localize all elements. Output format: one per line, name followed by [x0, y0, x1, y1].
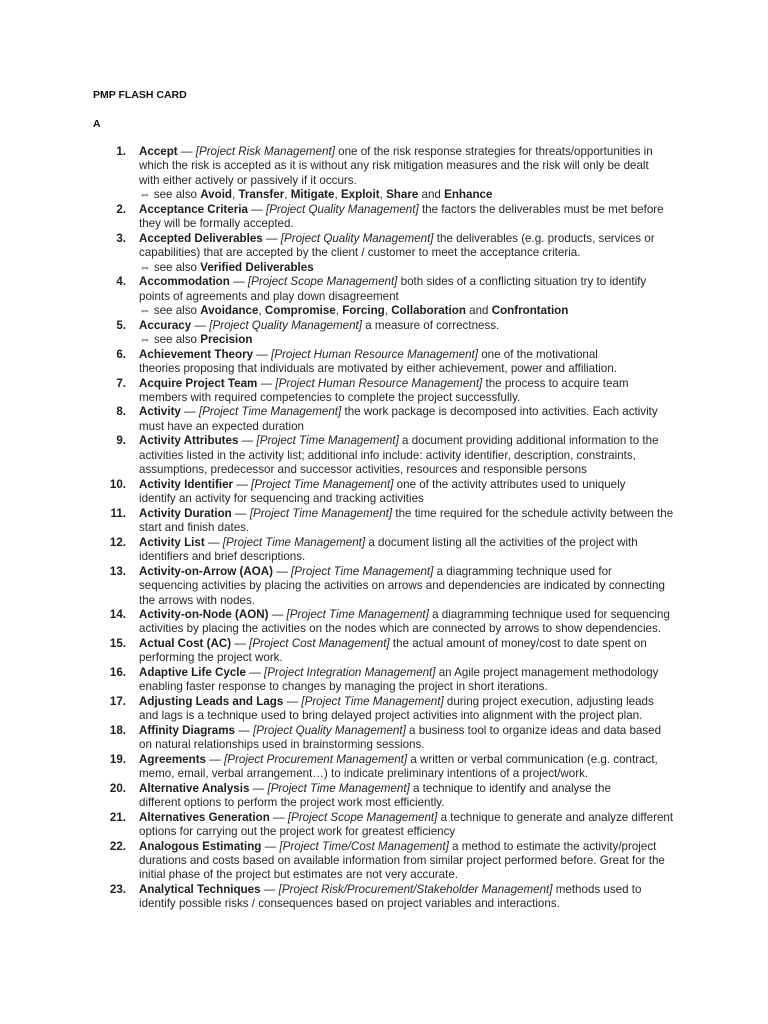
see-also-line — [139, 333, 739, 347]
glossary-entry — [116, 376, 739, 406]
entry-definition: one of the motivational theories proposing that individuals are motivated by either achievement, power and affiliation. — [139, 347, 617, 376]
entry-definition: the factors the deliverables must be met before they will be formally accepted. — [139, 202, 664, 231]
glossary-list — [109, 145, 739, 912]
entry-definition: an Agile project management methodology enabling faster response to changes by managing the project in short iterations. — [139, 665, 659, 694]
glossary-entry — [116, 347, 739, 377]
entry-number: 18. — [109, 723, 126, 737]
entry-definition: during project execution, adjusting leads and lags is a technique used to bring delayed project activities into alignment with the project plan. — [139, 694, 654, 723]
glossary-entry — [109, 723, 739, 753]
glossary-entry — [109, 781, 739, 811]
glossary-entry — [109, 477, 739, 507]
term-dash: — — [235, 506, 247, 520]
entry-term: Accuracy — [139, 318, 192, 332]
entry-term: Activity — [139, 405, 181, 419]
entry-term: Activity Duration — [139, 506, 232, 520]
entry-category: [Project Quality Management] — [253, 723, 406, 737]
entry-category: [Project Time Management] — [222, 535, 366, 549]
term-dash: — — [276, 564, 288, 578]
entry-number: 3. — [116, 231, 126, 245]
term-dash: — — [260, 376, 273, 390]
entry-category: [Project Integration Management] — [264, 665, 436, 679]
entry-definition: the work package is decomposed into activities. Each activity must have an expected duration — [139, 405, 658, 433]
term-dash: — — [241, 434, 254, 448]
glossary-entry — [109, 608, 739, 637]
term-dash: — — [271, 608, 284, 621]
entry-body — [139, 203, 739, 232]
entry-definition: a technique to identify and analyse the different options to perform the project work most efficiently. — [139, 781, 611, 810]
entry-number: 15. — [109, 636, 126, 650]
term-dash: — — [251, 202, 263, 216]
entry-number: 11. — [110, 506, 126, 520]
entry-category: [Project Risk Management] — [195, 145, 335, 158]
glossary-entry — [110, 506, 739, 536]
see-also-term: Collaboration — [391, 304, 466, 318]
see-also-term: Avoidance — [200, 304, 259, 318]
entry-body — [139, 275, 739, 318]
entry-category: [Project Scope Management] — [287, 810, 438, 824]
see-also-term: Precision — [200, 333, 253, 347]
term-dash: — — [180, 145, 193, 158]
entry-category: [Project Time Management] — [251, 477, 394, 491]
glossary-entry — [116, 275, 739, 318]
entry-definition: a written or verbal communication (e.g. contract, memo, email, verbal arrangement…) to indicate preliminary intentions of a project/work. — [139, 752, 658, 781]
entry-category: [Project Time Management] — [301, 694, 444, 708]
section-letter: A — [93, 118, 101, 130]
entry-number: 17. — [109, 694, 126, 708]
entry-term: Adjusting Leads and Lags — [139, 694, 284, 708]
page-title: PMP FLASH CARD — [93, 89, 187, 101]
see-also-term: Verified Deliverables — [200, 260, 314, 274]
entry-definition: a document listing all the activities of the project with identifiers and brief descriptions. — [139, 535, 638, 564]
see-also-and: and — [469, 304, 489, 318]
entry-term: Achievement Theory — [139, 347, 254, 361]
entry-category: [Project Quality Management] — [265, 202, 419, 216]
entry-category: [Project Time Management] — [286, 608, 429, 621]
see-also-line — [139, 261, 739, 275]
entry-body — [139, 637, 739, 666]
term-dash: — — [234, 636, 246, 650]
entry-definition: the actual amount of money/cost to date spent on performing the project work. — [139, 636, 647, 665]
entry-body — [139, 782, 739, 811]
entry-category: [Project Time/Cost Management] — [279, 839, 449, 853]
entry-term: Analogous Estimating — [139, 839, 262, 853]
glossary-entry — [116, 202, 739, 232]
see-also-line: ⇔ see also Avoidance, Compromise, Forcing, Collaboration and Confrontation — [139, 304, 569, 318]
entry-term: Affinity Diagrams — [139, 723, 235, 737]
term-dash: — — [264, 839, 277, 853]
entry-number: 4. — [116, 275, 126, 289]
glossary-entry — [116, 405, 739, 434]
entry-category: [Project Procurement Management] — [224, 752, 408, 766]
entry-body — [139, 840, 739, 883]
see-also-label: ⇔ see also — [139, 188, 197, 202]
see-also-term: Mitigate — [290, 188, 335, 202]
entry-number: 6. — [116, 347, 126, 361]
entry-category: [Project Time Management] — [256, 434, 399, 448]
entry-term: Activity List — [139, 535, 205, 549]
entry-category: [Project Human Resource Management] — [271, 347, 478, 361]
term-dash: — — [184, 405, 196, 419]
entry-number: 12. — [109, 535, 126, 549]
entry-definition: the time required for the schedule activity between the start and finish dates. — [139, 506, 674, 535]
entry-category: [Project Quality Management] — [209, 318, 363, 332]
entry-definition: a measure of correctness. — [365, 318, 500, 332]
entry-term: Acceptance Criteria — [139, 202, 248, 216]
glossary-entry — [109, 564, 739, 608]
entry-category: [Project Time Management] — [267, 781, 410, 795]
glossary-entry — [116, 231, 739, 275]
see-also-label: ⇔ see also — [139, 304, 197, 318]
entry-body — [139, 507, 739, 536]
entry-term: Activity-on-Arrow (AOA) — [139, 564, 273, 578]
entry-term: Acquire Project Team — [139, 376, 258, 390]
entry-body — [139, 883, 739, 912]
entry-number: 2. — [116, 202, 126, 216]
entry-body — [139, 811, 739, 840]
entry-body — [139, 478, 739, 507]
entry-number: 5. — [116, 318, 126, 332]
entry-body — [139, 319, 739, 348]
entry-definition: a document providing additional information to the activities listed in the activity list; additional info include: activity identifier, description, constraints, assumptions, predecessor and successor activities, resources and responsible persons — [139, 434, 659, 477]
glossary-entry — [109, 535, 739, 565]
entry-term: Analytical Techniques — [139, 882, 261, 896]
term-dash: — — [209, 752, 221, 766]
see-also-term: Avoid — [200, 188, 233, 202]
see-also-label: ⇔ see also — [139, 260, 197, 274]
entry-definition: the process to acquire team members with required competencies to complete the project successfully. — [139, 376, 629, 404]
term-dash: — — [236, 477, 248, 491]
entry-category: [Project Risk/Procurement/Stakeholder Management] — [278, 882, 553, 896]
entry-body — [139, 753, 739, 782]
glossary-entry — [109, 882, 739, 912]
entry-number: 21. — [109, 810, 126, 824]
entry-definition: one of the risk response strategies for threats/opportunities in which the risk is accepted as it is without any risk mitigation measures and the risk will only be dealt with either actively or passively if it occurs. — [139, 145, 653, 187]
glossary-entry — [109, 694, 739, 724]
entry-body — [139, 434, 739, 477]
entry-definition: a method to estimate the activity/project durations and costs based on available information from similar project performed before. Great for the initial phase of the project but estimates are not very accurate. — [139, 839, 665, 882]
entry-category: [Project Cost Management] — [249, 636, 390, 650]
entry-term: Adaptive Life Cycle — [139, 665, 246, 679]
entry-term: Accept — [139, 145, 178, 158]
see-also-term: Enhance — [444, 188, 493, 202]
entry-definition: a diagramming technique used for sequencing activities by placing the activities on arrows and dependencies are indicated by connecting the arrows with nodes. — [139, 564, 665, 607]
entry-body — [139, 724, 739, 753]
entry-number: 10. — [109, 477, 126, 491]
entry-term: Accepted Deliverables — [139, 231, 263, 245]
term-dash: — — [286, 694, 299, 708]
entry-number: 22. — [109, 839, 126, 853]
entry-term: Activity Identifier — [139, 477, 234, 491]
glossary-entry — [116, 145, 739, 203]
entry-number: 19. — [109, 752, 126, 766]
see-also-line: ⇔ see also Avoid, Transfer, Mitigate, Exploit, Share and Enhance — [139, 188, 493, 202]
entry-body — [139, 377, 739, 406]
term-dash: — — [249, 665, 261, 679]
entry-category: [Project Time Management] — [291, 564, 434, 578]
glossary-entry — [116, 434, 739, 477]
entry-body — [139, 695, 739, 724]
entry-number: 8. — [116, 405, 126, 419]
entry-definition: one of the activity attributes used to uniquely identify an activity for sequencing and tracking activities — [139, 477, 626, 506]
entry-category: [Project Time Management] — [249, 506, 393, 520]
entry-category: [Project Scope Management] — [247, 275, 398, 289]
glossary-entry — [109, 636, 739, 666]
entry-number: 14. — [109, 608, 126, 621]
entry-number: 13. — [109, 564, 126, 578]
glossary-entry — [116, 318, 739, 348]
entry-term: Actual Cost (AC) — [139, 636, 232, 650]
see-also-term: Compromise — [264, 304, 336, 318]
glossary-entry — [109, 752, 739, 782]
entry-number: 23. — [109, 882, 126, 896]
entry-body — [139, 348, 739, 377]
see-also-term: Share — [386, 188, 419, 202]
term-dash: — — [273, 810, 285, 824]
entry-definition: a technique to generate and analyze different options for carrying out the project work for greatest efficiency — [139, 810, 674, 839]
entry-body — [139, 608, 739, 637]
term-dash: — — [194, 318, 207, 332]
see-also-term: Transfer — [238, 188, 285, 202]
entry-term: Activity Attributes — [139, 434, 239, 448]
entry-definition: both sides of a conflicting situation try to identify points of agreements and play down disagreement — [139, 275, 647, 303]
entry-term: Agreements — [139, 752, 207, 766]
see-also-label: ⇔ see also — [139, 333, 197, 347]
entry-category: [Project Human Resource Management] — [275, 376, 483, 390]
entry-number: 20. — [109, 781, 126, 795]
see-also-and: and — [421, 188, 441, 202]
entry-number: 7. — [116, 376, 126, 390]
term-dash: — — [265, 231, 278, 245]
entry-definition: a diagramming technique used for sequencing activities by placing the activities on the nodes which are connected by arrows to show dependencies. — [139, 608, 670, 636]
entry-definition: methods used to identify possible risks / consequences based on project variables and interactions. — [139, 882, 642, 911]
entry-number: 16. — [109, 665, 126, 679]
entry-body — [139, 405, 739, 434]
entry-body — [139, 536, 739, 565]
glossary-entry — [109, 839, 739, 883]
entry-category: [Project Quality Management] — [280, 231, 434, 245]
entry-number: 1. — [116, 145, 126, 158]
entry-term: Alternative Analysis — [139, 781, 250, 795]
term-dash: — — [252, 781, 265, 795]
entry-body — [139, 232, 739, 275]
entry-category: [Project Time Management] — [198, 405, 342, 419]
entry-body — [139, 666, 739, 695]
entry-number: 9. — [116, 434, 126, 448]
term-dash: — — [256, 347, 268, 361]
glossary-entry — [109, 810, 739, 840]
glossary-entry — [109, 665, 739, 695]
see-also-term: Exploit — [340, 188, 380, 202]
entry-definition: the deliverables (e.g. products, services or capabilities) that are accepted by the client / customer to meet the acceptance criteria. — [139, 231, 655, 260]
entry-definition: a business tool to organize ideas and data based on natural relationships used in brainstorming sessions. — [139, 723, 662, 752]
entry-term: Alternatives Generation — [139, 810, 270, 824]
term-dash: — — [238, 723, 250, 737]
see-also-term: Confrontation — [491, 304, 569, 318]
term-dash: — — [263, 882, 276, 896]
entry-body — [139, 565, 739, 608]
term-dash: — — [207, 535, 220, 549]
term-dash: — — [233, 275, 245, 289]
entry-term: Accommodation — [139, 275, 230, 289]
entry-term: Activity-on-Node (AON) — [139, 608, 269, 621]
see-also-term: Forcing — [342, 304, 385, 318]
entry-body — [139, 145, 739, 203]
